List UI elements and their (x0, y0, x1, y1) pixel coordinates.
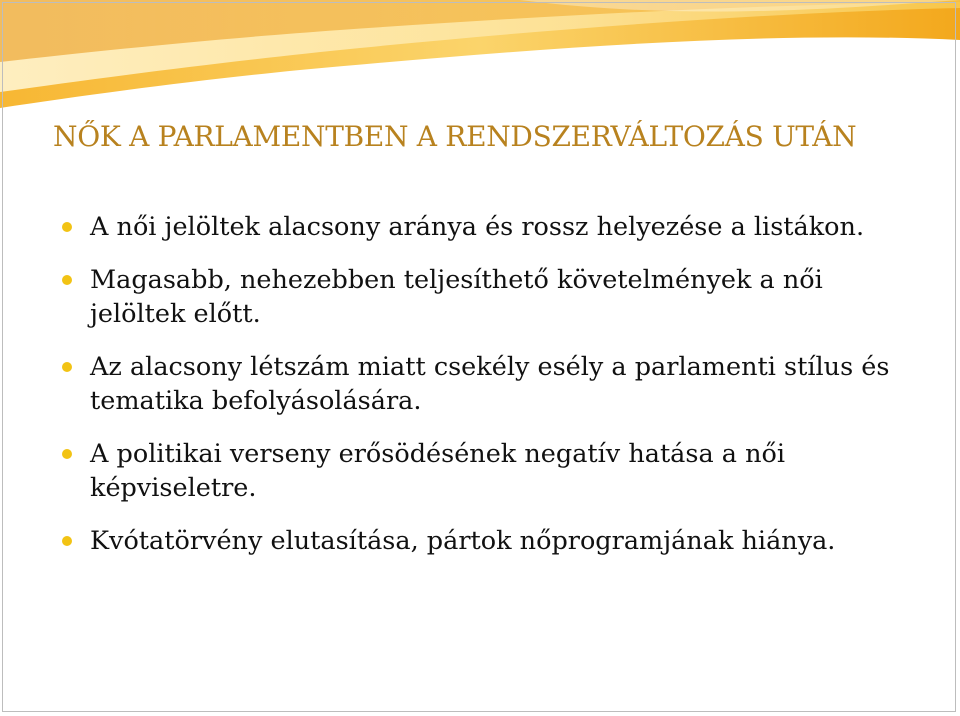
bullet-item (60, 210, 920, 244)
bullet-text: A női jelöltek alacsony aránya és rossz helyezése a listákon. (90, 212, 865, 242)
bullet-dot-icon (62, 275, 72, 285)
bullet-text: Az alacsony létszám miatt csekély esély a parlamenti stílus és tematika befolyásolására. (90, 352, 890, 416)
bullet-list (60, 210, 920, 577)
bullet-item (60, 263, 920, 331)
bullet-dot-icon (62, 536, 72, 546)
bullet-text: Magasabb, nehezebben teljesíthető követelmények a női jelöltek előtt. (90, 265, 823, 329)
bullet-dot-icon (62, 449, 72, 459)
top-swoosh-decoration (0, 0, 960, 110)
bullet-item (60, 437, 920, 505)
bullet-text: A politikai verseny erősödésének negatív hatása a női képviseletre. (90, 439, 786, 503)
bullet-dot-icon (62, 222, 72, 232)
bullet-text: Kvótatörvény elutasítása, pártok nőprogramjának hiánya. (90, 526, 836, 556)
bullet-item (60, 524, 920, 558)
slide-title: NŐK A PARLAMENTBEN A RENDSZERVÁLTOZÁS UTÁN (53, 120, 857, 153)
bullet-item (60, 350, 920, 418)
bullet-dot-icon (62, 362, 72, 372)
